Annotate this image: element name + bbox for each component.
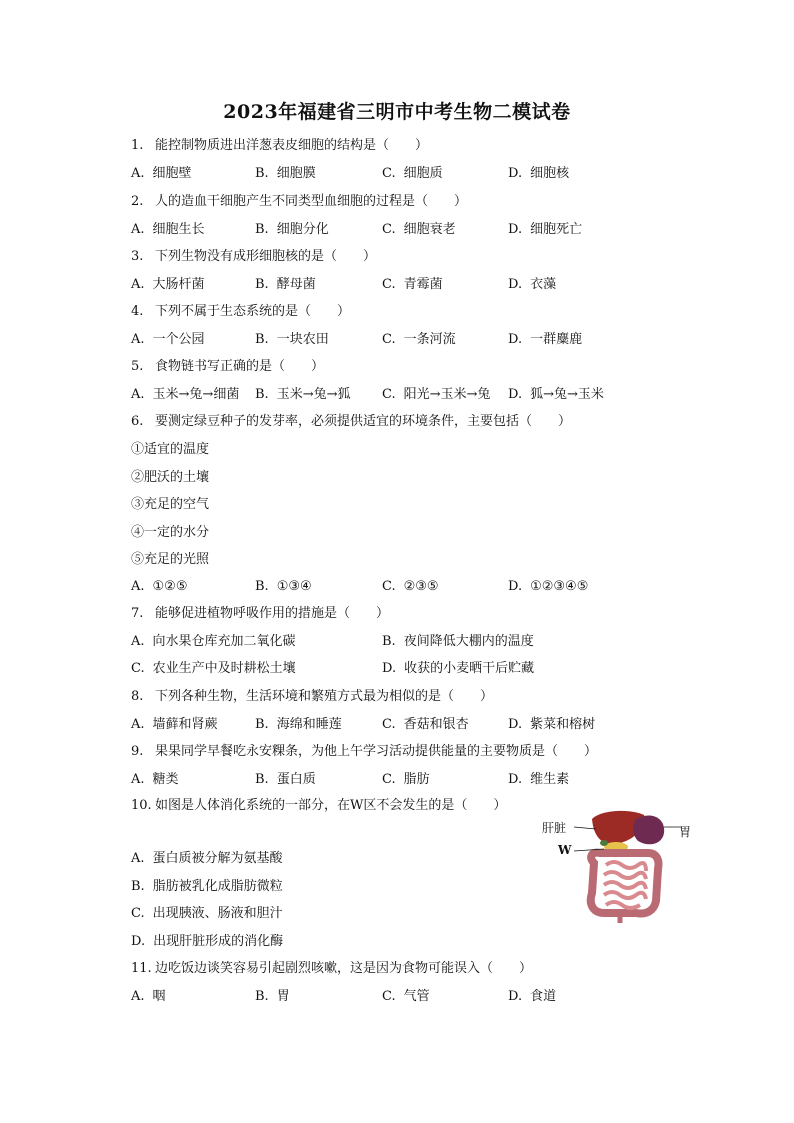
option-text: 向水果仓库充加二氧化碳 — [152, 634, 296, 649]
answer-option[interactable] — [382, 715, 469, 735]
option-label: A. — [131, 717, 145, 732]
question-text: 能控制物质进出洋葱表皮细胞的结构是（ ） — [155, 138, 429, 153]
option-label: C. — [382, 332, 396, 347]
option-label: A. — [131, 579, 145, 594]
question-text: 下列生物没有成形细胞核的是（ ） — [155, 249, 377, 264]
question-number: 10. — [131, 798, 152, 813]
answer-option[interactable] — [382, 330, 456, 350]
option-label: C. — [131, 661, 145, 676]
option-label: B. — [255, 222, 269, 237]
option-text: 细胞生长 — [152, 222, 205, 237]
option-text: 狐→兔→玉米 — [530, 387, 604, 402]
option-text: 蛋白质被分解为氨基酸 — [152, 851, 283, 866]
answer-option[interactable] — [131, 275, 205, 295]
option-text: 一个公园 — [152, 332, 205, 347]
condition-item: ①适宜的温度 — [131, 442, 210, 457]
answer-option[interactable] — [131, 220, 205, 240]
option-label: B. — [255, 579, 269, 594]
option-label: C. — [382, 772, 396, 787]
answer-option[interactable] — [382, 164, 443, 184]
answer-option[interactable] — [382, 385, 490, 405]
option-text: 夜间降低大棚内的温度 — [403, 634, 534, 649]
option-label: B. — [255, 332, 269, 347]
question-stem — [131, 192, 467, 212]
question-stem — [131, 796, 506, 816]
answer-option[interactable] — [382, 770, 430, 790]
question-number: 8. — [131, 689, 144, 704]
option-label: D. — [508, 277, 523, 292]
option-label: C. — [382, 166, 396, 181]
question-number: 6. — [131, 414, 144, 429]
options-row — [131, 770, 651, 790]
option-label: A. — [131, 332, 145, 347]
options-row — [131, 987, 651, 1007]
option-label: B. — [255, 277, 269, 292]
answer-option[interactable] — [131, 659, 296, 679]
option-text: 细胞衰老 — [403, 222, 456, 237]
options-row — [131, 632, 651, 652]
question-stem — [131, 136, 428, 156]
option-label: C. — [382, 989, 396, 1004]
option-label: B. — [255, 989, 269, 1004]
answer-option[interactable] — [255, 220, 329, 240]
option-label: A. — [131, 166, 145, 181]
question-stem — [131, 604, 389, 624]
answer-option[interactable] — [131, 770, 179, 790]
answer-option[interactable] — [508, 164, 569, 184]
option-label: A. — [131, 989, 145, 1004]
option-text: 大肠杆菌 — [152, 277, 205, 292]
answer-option[interactable] — [382, 987, 430, 1007]
question-number: 9. — [131, 744, 144, 759]
options-row — [131, 385, 651, 405]
option-text: ①②⑤ — [152, 579, 188, 594]
answer-option[interactable] — [382, 632, 534, 652]
question-stem — [131, 247, 376, 267]
option-label: D. — [508, 332, 523, 347]
option-text: 气管 — [403, 989, 430, 1004]
stomach-label: 胃 — [679, 825, 692, 839]
condition-item: ④一定的水分 — [131, 525, 210, 540]
answer-option[interactable] — [382, 275, 443, 295]
option-label: C. — [382, 717, 396, 732]
answer-option[interactable] — [508, 715, 595, 735]
answer-option[interactable] — [508, 770, 569, 790]
option-label: A. — [131, 222, 145, 237]
option-text: 出现胰液、肠液和胆汁 — [152, 906, 283, 921]
option-label: B. — [255, 717, 269, 732]
answer-option[interactable] — [131, 632, 296, 652]
question-text: 人的造血干细胞产生不同类型血细胞的过程是（ ） — [155, 194, 468, 209]
option-label: B. — [382, 634, 396, 649]
answer-option[interactable] — [508, 220, 582, 240]
question-stem — [131, 357, 324, 377]
option-text: 细胞分化 — [276, 222, 329, 237]
option-label: B. — [131, 879, 145, 894]
answer-option[interactable] — [131, 164, 192, 184]
question-stem — [131, 742, 597, 762]
answer-option[interactable] — [131, 385, 239, 405]
option-text: ①③④ — [276, 579, 312, 594]
answer-option[interactable] — [382, 220, 456, 240]
option-label: D. — [508, 222, 523, 237]
option-text: 衣藻 — [530, 277, 557, 292]
question-text: 要测定绿豆种子的发芽率，必须提供适宜的环境条件，主要包括（ ） — [155, 414, 572, 429]
question-number: 11. — [131, 961, 152, 976]
digestive-system-figure — [540, 805, 700, 925]
answer-option[interactable] — [255, 577, 312, 597]
option-text: 维生素 — [530, 772, 570, 787]
option-label: D. — [508, 579, 523, 594]
option-text: 酵母菌 — [276, 277, 316, 292]
answer-option[interactable] — [131, 849, 283, 869]
answer-option[interactable] — [131, 330, 205, 350]
option-label: A. — [131, 772, 145, 787]
answer-option[interactable] — [131, 715, 218, 735]
option-text: 细胞膜 — [276, 166, 316, 181]
option-label: C. — [131, 906, 145, 921]
option-text: 胃 — [276, 989, 290, 1004]
liver-label: 肝脏 — [542, 821, 567, 835]
question-text: 果果同学早餐吃永安粿条，为他上午学习活动提供能量的主要物质是（ ） — [155, 744, 598, 759]
question-text: 食物链书写正确的是（ ） — [155, 359, 325, 374]
options-row — [131, 330, 651, 350]
option-label: D. — [508, 717, 523, 732]
option-text: 香菇和银杏 — [403, 717, 469, 732]
stomach-shape — [633, 815, 664, 844]
option-label: A. — [131, 277, 145, 292]
answer-option[interactable] — [255, 275, 316, 295]
option-text: 阳光→玉米→兔 — [403, 387, 491, 402]
option-text: 玉米→兔→细菌 — [152, 387, 240, 402]
option-text: 脂肪被乳化成脂肪微粒 — [152, 879, 283, 894]
options-row — [131, 659, 651, 679]
option-text: 蛋白质 — [276, 772, 316, 787]
option-label: D. — [508, 989, 523, 1004]
question-stem — [131, 687, 493, 707]
option-text: 海绵和睡莲 — [276, 717, 342, 732]
option-text: 咽 — [152, 989, 166, 1004]
options-row — [131, 577, 651, 597]
condition-item: ③充足的空气 — [131, 497, 210, 512]
question-text: 边吃饭边谈笑容易引起剧烈咳嗽，这是因为食物可能误入（ ） — [155, 961, 533, 976]
options-row — [131, 220, 651, 240]
answer-option[interactable] — [255, 715, 342, 735]
small-intestine-shape — [604, 862, 646, 908]
option-text: 青霉菌 — [403, 277, 443, 292]
answer-option[interactable] — [131, 904, 283, 924]
option-label: C. — [382, 277, 396, 292]
option-text: 玉米→兔→狐 — [276, 387, 351, 402]
condition-item: ②肥沃的土壤 — [131, 470, 210, 485]
option-text: 墙藓和肾蕨 — [152, 717, 218, 732]
answer-option[interactable] — [131, 932, 283, 952]
option-text: 一群麋鹿 — [530, 332, 583, 347]
options-row — [131, 164, 651, 184]
option-text: 收获的小麦晒干后贮藏 — [404, 661, 535, 676]
option-label: B. — [255, 772, 269, 787]
condition-item: ⑤充足的光照 — [131, 552, 210, 567]
option-label: D. — [131, 934, 146, 949]
option-label: D. — [508, 166, 523, 181]
option-label: D. — [508, 387, 523, 402]
option-text: 食道 — [530, 989, 557, 1004]
option-label: A. — [131, 634, 145, 649]
page-title: 2023年福建省三明市中考生物二模试卷 — [223, 101, 571, 123]
option-text: 一条河流 — [403, 332, 456, 347]
answer-option[interactable] — [255, 770, 316, 790]
option-text: 细胞核 — [530, 166, 570, 181]
question-text: 能够促进植物呼吸作用的措施是（ ） — [155, 606, 390, 621]
answer-option[interactable] — [382, 659, 534, 679]
option-label: D. — [508, 772, 523, 787]
question-text: 如图是人体消化系统的一部分，在W区不会发生的是（ ） — [155, 798, 507, 813]
option-text: ②③⑤ — [403, 579, 439, 594]
option-text: 一块农田 — [276, 332, 329, 347]
answer-option[interactable] — [131, 987, 166, 1007]
question-stem — [131, 959, 532, 979]
question-stem — [131, 412, 571, 432]
question-number: 4. — [131, 304, 144, 319]
answer-option[interactable] — [255, 330, 329, 350]
question-number: 2. — [131, 194, 144, 209]
option-text: 紫菜和榕树 — [530, 717, 596, 732]
question-text: 下列各种生物，生活环境和繁殖方式最为相似的是（ ） — [155, 689, 494, 704]
option-text: 细胞壁 — [152, 166, 192, 181]
answer-option[interactable] — [382, 577, 439, 597]
option-text: 糖类 — [152, 772, 179, 787]
answer-option[interactable] — [508, 275, 556, 295]
question-stem — [131, 302, 350, 322]
question-number: 3. — [131, 249, 144, 264]
answer-option[interactable] — [508, 385, 604, 405]
option-label: C. — [382, 387, 396, 402]
answer-option[interactable] — [255, 385, 350, 405]
option-label: A. — [131, 851, 145, 866]
option-text: 细胞质 — [403, 166, 443, 181]
options-row — [131, 715, 651, 735]
option-label: C. — [382, 222, 396, 237]
option-text: 脂肪 — [403, 772, 430, 787]
options-row — [131, 275, 651, 295]
answer-option[interactable] — [131, 577, 188, 597]
option-label: C. — [382, 579, 396, 594]
answer-option[interactable] — [508, 330, 582, 350]
option-label: D. — [382, 661, 397, 676]
answer-option[interactable] — [255, 987, 290, 1007]
question-text: 下列不属于生态系统的是（ ） — [155, 304, 351, 319]
option-text: 细胞死亡 — [530, 222, 583, 237]
question-number: 7. — [131, 606, 144, 621]
option-label: B. — [255, 166, 269, 181]
w-label: W — [558, 843, 572, 857]
option-label: B. — [255, 387, 269, 402]
question-number: 5. — [131, 359, 144, 374]
answer-option[interactable] — [508, 987, 556, 1007]
options-row — [131, 932, 651, 952]
option-label: A. — [131, 387, 145, 402]
answer-option[interactable] — [131, 877, 283, 897]
option-text: 农业生产中及时耕松土壤 — [152, 661, 296, 676]
question-number: 1. — [131, 138, 144, 153]
option-text: 出现肝脏形成的消化酶 — [153, 934, 284, 949]
answer-option[interactable] — [255, 164, 316, 184]
answer-option[interactable] — [508, 577, 588, 597]
option-text: ①②③④⑤ — [530, 579, 589, 594]
